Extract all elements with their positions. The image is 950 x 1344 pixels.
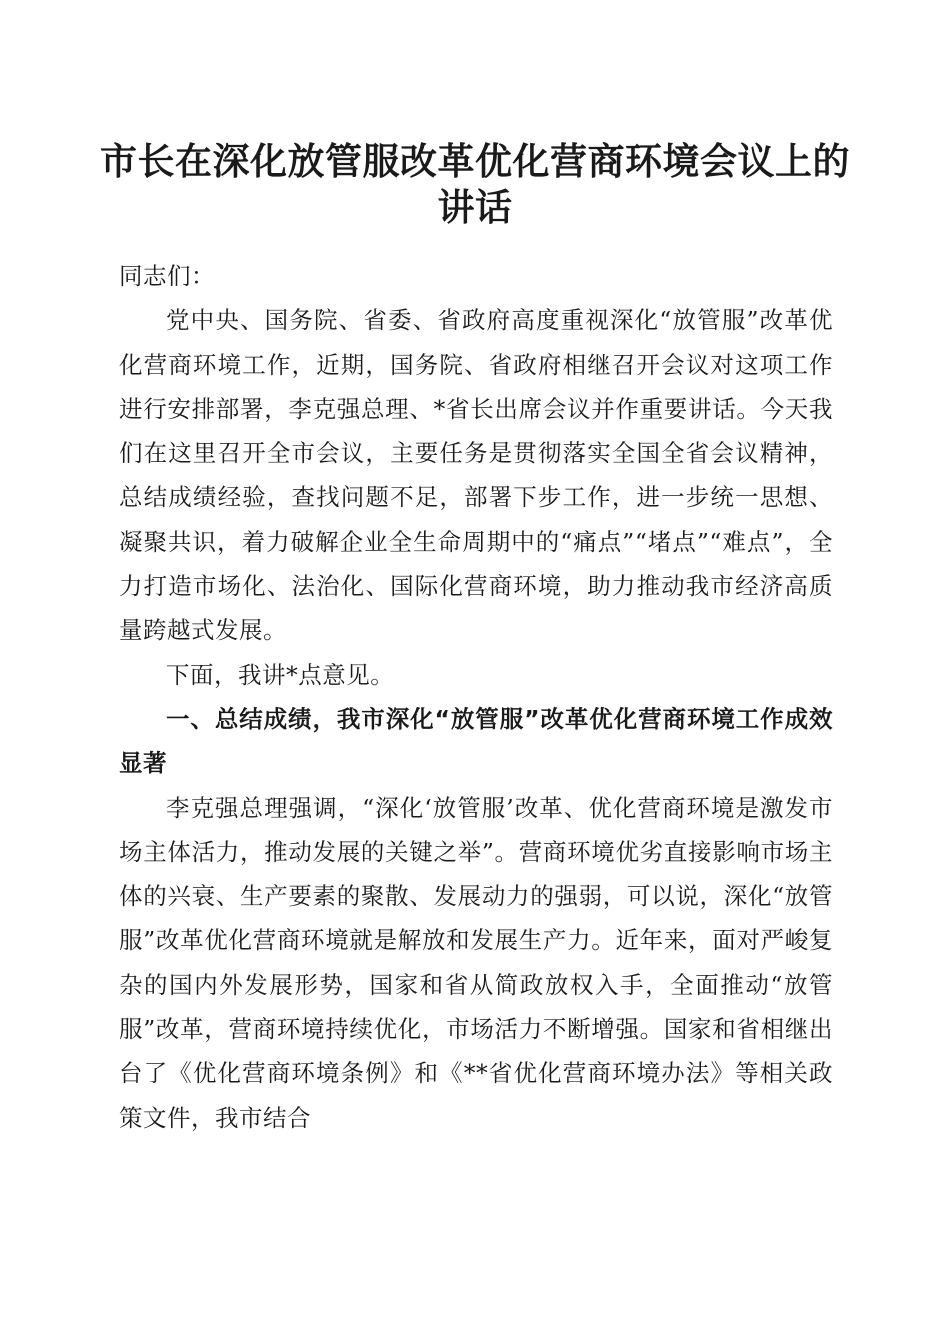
section-paragraph-1: 李克强总理强调，“深化‘放管服’改革、优化营商环境是激发市场主体活力，推动发展的关键之举”。营商环境优劣直接影响市场主体的兴衰、生产要素的聚散、发展动力的强弱，可以说，深化“放管服”改革优化营商环境就是解放和发展生产力。近年来，面对严峻复杂的国内外发展形势，国家和省从简政放权入手，全面推动“放管服”改革，营商环境持续优化，市场活力不断增强。国家和省相继出台了《优化营商环境条例》和《**省优化营商环境办法》等相关政策文件，我市结合 xyxy=(119,793,833,1132)
section-heading-1: 一、总结成绩，我市深化“放管服”改革优化营商环境工作成效显著 xyxy=(119,704,833,778)
document-body xyxy=(119,254,833,1140)
paragraph-outline: 下面，我讲*点意见。 xyxy=(166,660,395,689)
salutation: 同志们： xyxy=(119,262,215,290)
paragraph-intro: 党中央、国务院、省委、省政府高度重视深化“放管服”改革优化营商环境工作，近期，国务院、省政府相继召开会议对这项工作进行安排部署，李克强总理、*省长出席会议并作重要讲话。今天我们在这里召开全市会议，主要任务是贯彻落实全国全省会议精神，总结成绩经验，查找问题不足，部署下步工作，进一步统一思想、凝聚共识，着力破解企业全生命周期中的“痛点”“堵点”“难点”，全力打造市场化、法治化、国际化营商环境，助力推动我市经济高质量跨越式发展。 xyxy=(119,306,833,645)
document-title: 市长在深化放管服改革优化营商环境会议上的讲话 xyxy=(100,139,850,229)
